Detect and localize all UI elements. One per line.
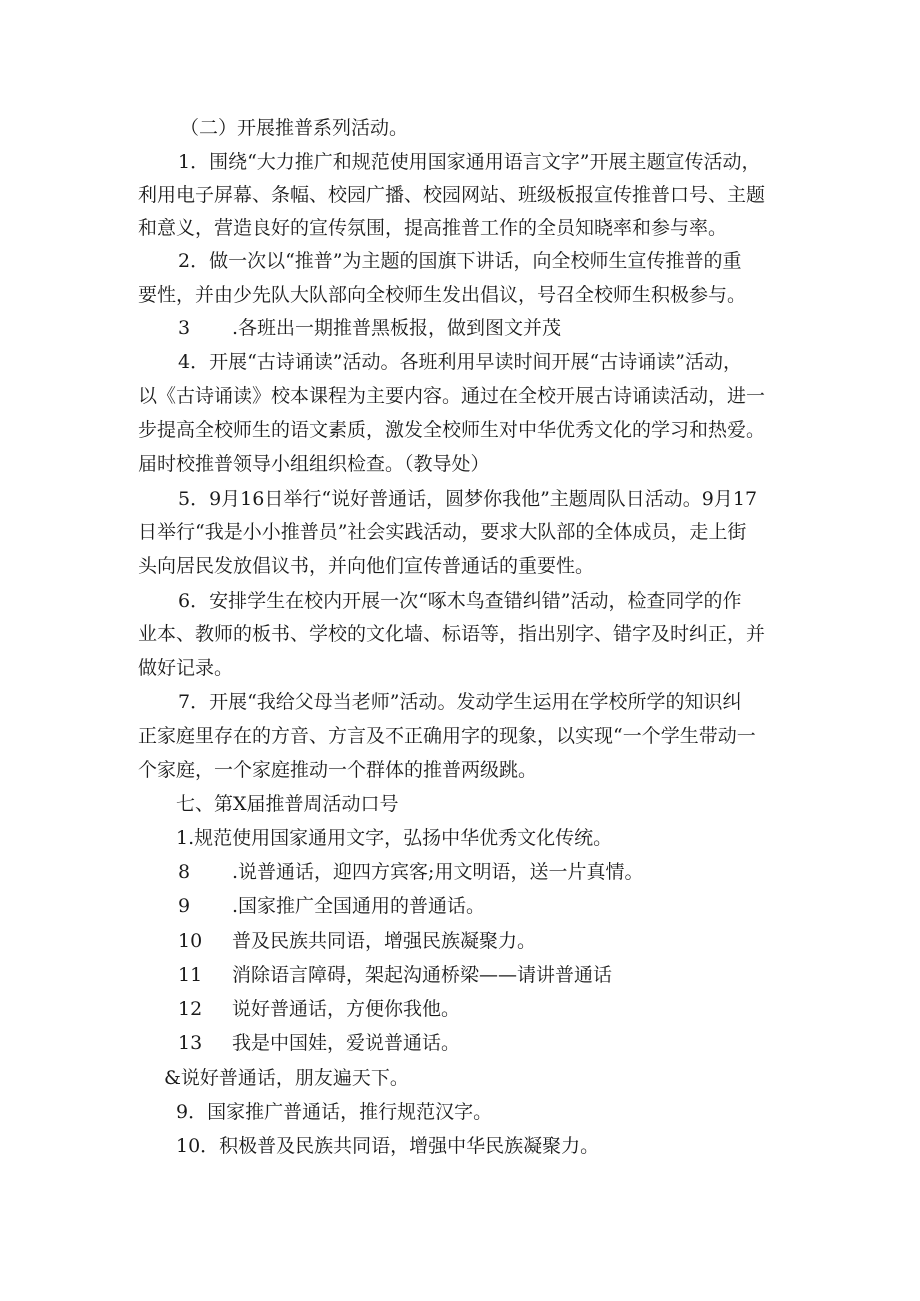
slogan-item: 9．国家推广普通话，推行规范汉字。 — [176, 1101, 493, 1123]
slogan-item: 普及民族共同语，增强民族凝聚力。 — [232, 930, 537, 952]
paragraph-line: 5．9月16日举行“说好普通话，圆梦你我他”主题周队日活动。9月17 — [178, 488, 758, 510]
list-number: 12 — [178, 998, 203, 1020]
list-number: 3 — [178, 317, 191, 339]
slogan-item: .说普通话，迎四方宾客;用文明语，送一片真情。 — [232, 861, 644, 883]
paragraph-line: 届时校推普领导小组组织检查。（教导处） — [138, 453, 490, 475]
list-number: 9 — [178, 895, 191, 917]
paragraph-line: 正家庭里存在的方音、方言及不正确用字的现象，以实现“一个学生带动一 — [138, 725, 756, 747]
list-number: 8 — [178, 861, 191, 883]
paragraph-line: 以《古诗诵读》校本课程为主要内容。通过在全校开展古诗诵读活动，进一 — [138, 385, 766, 407]
slogan-item: 消除语言障碍，架起沟通桥梁——请讲普通话 — [232, 964, 613, 986]
slogan-item: 1.规范使用国家通用文字，弘扬中华优秀文化传统。 — [176, 827, 613, 849]
paragraph-line: 个家庭，一个家庭推动一个群体的推普两级跳。 — [138, 759, 538, 781]
section-heading: （二）开展推普系列活动。 — [180, 117, 409, 139]
list-number: 13 — [178, 1032, 203, 1054]
list-number: 10 — [178, 930, 203, 952]
list-number: 11 — [178, 964, 203, 986]
section-heading: 七、第X届推普周活动口号 — [176, 793, 399, 815]
paragraph-line: 7．开展“我给父母当老师”活动。发动学生运用在学校所学的知识纠 — [178, 691, 742, 713]
paragraph-line: 1．围绕“大力推广和规范使用国家通用语言文字”开展主题宣传活动， — [178, 151, 761, 173]
paragraph-line: 要性，并由少先队大队部向全校师生发出倡议，号召全校师生积极参与。 — [138, 284, 747, 306]
paragraph-line: 步提高全校师生的语文素质，激发全校师生对中华优秀文化的学习和热爱。 — [138, 419, 766, 441]
slogan-item: 我是中国娃，爱说普通话。 — [232, 1032, 461, 1054]
paragraph-line: 和意义，营造良好的宣传氛围，提高推普工作的全员知晓率和参与率。 — [138, 217, 728, 239]
paragraph-line: .各班出一期推普黑板报，做到图文并茂 — [232, 317, 562, 339]
slogan-item: &说好普通话，朋友遍天下。 — [164, 1067, 409, 1089]
paragraph-line: 4．开展“古诗诵读”活动。各班利用早读时间开展“古诗诵读”活动， — [178, 351, 742, 373]
paragraph-line: 头向居民发放倡议书，并向他们宣传普通话的重要性。 — [138, 555, 595, 577]
paragraph-line: 2．做一次以“推普”为主题的国旗下讲话，向全校师生宣传推普的重 — [178, 250, 742, 272]
paragraph-line: 利用电子屏幕、条幅、校园广播、校园网站、班级板报宣传推普口号、主题 — [138, 184, 766, 206]
slogan-item: .国家推广全国通用的普通话。 — [232, 895, 486, 917]
paragraph-line: 做好记录。 — [138, 657, 234, 679]
paragraph-line: 6．安排学生在校内开展一次“啄木鸟查错纠错”活动，检查同学的作 — [178, 590, 742, 612]
slogan-item: 10．积极普及民族共同语，增强中华民族凝聚力。 — [176, 1135, 600, 1157]
slogan-item: 说好普通话，方便你我他。 — [232, 998, 461, 1020]
paragraph-line: 业本、教师的板书、学校的文化墙、标语等，指出别字、错字及时纠正，并 — [138, 623, 766, 645]
paragraph-line: 日举行“我是小小推普员”社会实践活动，要求大队部的全体成员，走上街 — [138, 521, 747, 543]
